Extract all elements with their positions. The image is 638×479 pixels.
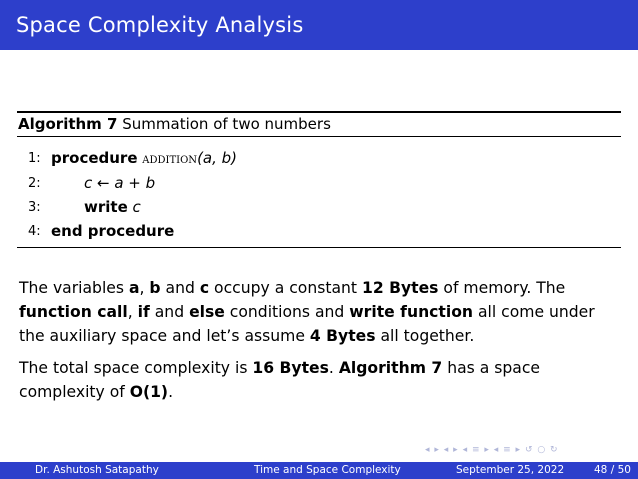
line-number: 1: [28, 151, 41, 166]
line-body: c ← a + b [84, 174, 156, 192]
text: The total space complexity is [19, 359, 253, 377]
text: conditions and [224, 303, 350, 321]
else-keyword: else [189, 303, 225, 321]
nav-prev-icon[interactable]: ◂ ▸ [443, 445, 459, 455]
algorithm-caption [18, 115, 331, 133]
bytes-4: 4 Bytes [309, 327, 376, 345]
text: complexity of [19, 383, 130, 401]
text: and [149, 303, 190, 321]
big-o: O(1) [129, 383, 169, 401]
nav-search-icon[interactable]: ↺ ○ ↻ [524, 445, 559, 455]
write-function: write function [349, 303, 474, 321]
text: has a space [442, 359, 540, 377]
text: The variables [19, 279, 129, 297]
text: occupy a constant [209, 279, 362, 297]
function-call: function call [19, 303, 128, 321]
bytes-16: 16 Bytes [252, 359, 329, 377]
text: . [328, 359, 339, 377]
paragraph-total [19, 356, 619, 404]
nav-section-icon[interactable]: ◂ ≡ ▸ [462, 445, 490, 455]
text: all come under [473, 303, 595, 321]
footer-topic: Time and Space Complexity [254, 464, 401, 476]
footer-page: 48 / 50 [594, 464, 631, 476]
text: of memory. The [438, 279, 566, 297]
footer-bar [0, 462, 638, 479]
keyword: write [84, 198, 128, 216]
keyword: procedure [51, 149, 138, 167]
text: , [127, 303, 138, 321]
procedure-name: addition [142, 151, 198, 167]
line-number: 2: [28, 176, 41, 191]
algorithm-bottom-rule [17, 247, 621, 248]
var-a: a [128, 279, 140, 297]
nav-next-icon[interactable]: ◂ ≡ ▸ [493, 445, 522, 455]
line-body [84, 198, 141, 216]
line-body: end procedure [51, 222, 175, 240]
footer-author: Dr. Ashutosh Satapathy [35, 464, 159, 476]
text: . [168, 383, 174, 401]
title-bar [0, 0, 638, 50]
var-c: c [199, 279, 210, 297]
algorithm-ref: Algorithm 7 [338, 359, 443, 377]
algorithm-top-rule [17, 111, 621, 113]
algorithm-title: Summation of two numbers [122, 115, 331, 133]
line-body [51, 149, 237, 167]
write-arg: c [132, 198, 141, 216]
algorithm-mid-rule [17, 136, 621, 137]
footer-date: September 25, 2022 [456, 464, 565, 476]
beamer-navigation [425, 445, 559, 455]
bytes-12: 12 Bytes [361, 279, 439, 297]
var-b: b [149, 279, 161, 297]
if-keyword: if [137, 303, 150, 321]
text: , [139, 279, 150, 297]
text: all together. [375, 327, 475, 345]
text: the auxiliary space and let’s assume [19, 327, 310, 345]
slide-title: Space Complexity Analysis [16, 13, 304, 37]
paragraph-variables [19, 276, 619, 348]
nav-left-icon[interactable]: ◂ ▸ [425, 445, 440, 455]
line-number: 3: [28, 200, 41, 215]
text: and [160, 279, 200, 297]
line-number: 4: [28, 224, 41, 239]
algorithm-label: Algorithm 7 [18, 115, 118, 133]
procedure-args: (a, b) [197, 149, 238, 167]
